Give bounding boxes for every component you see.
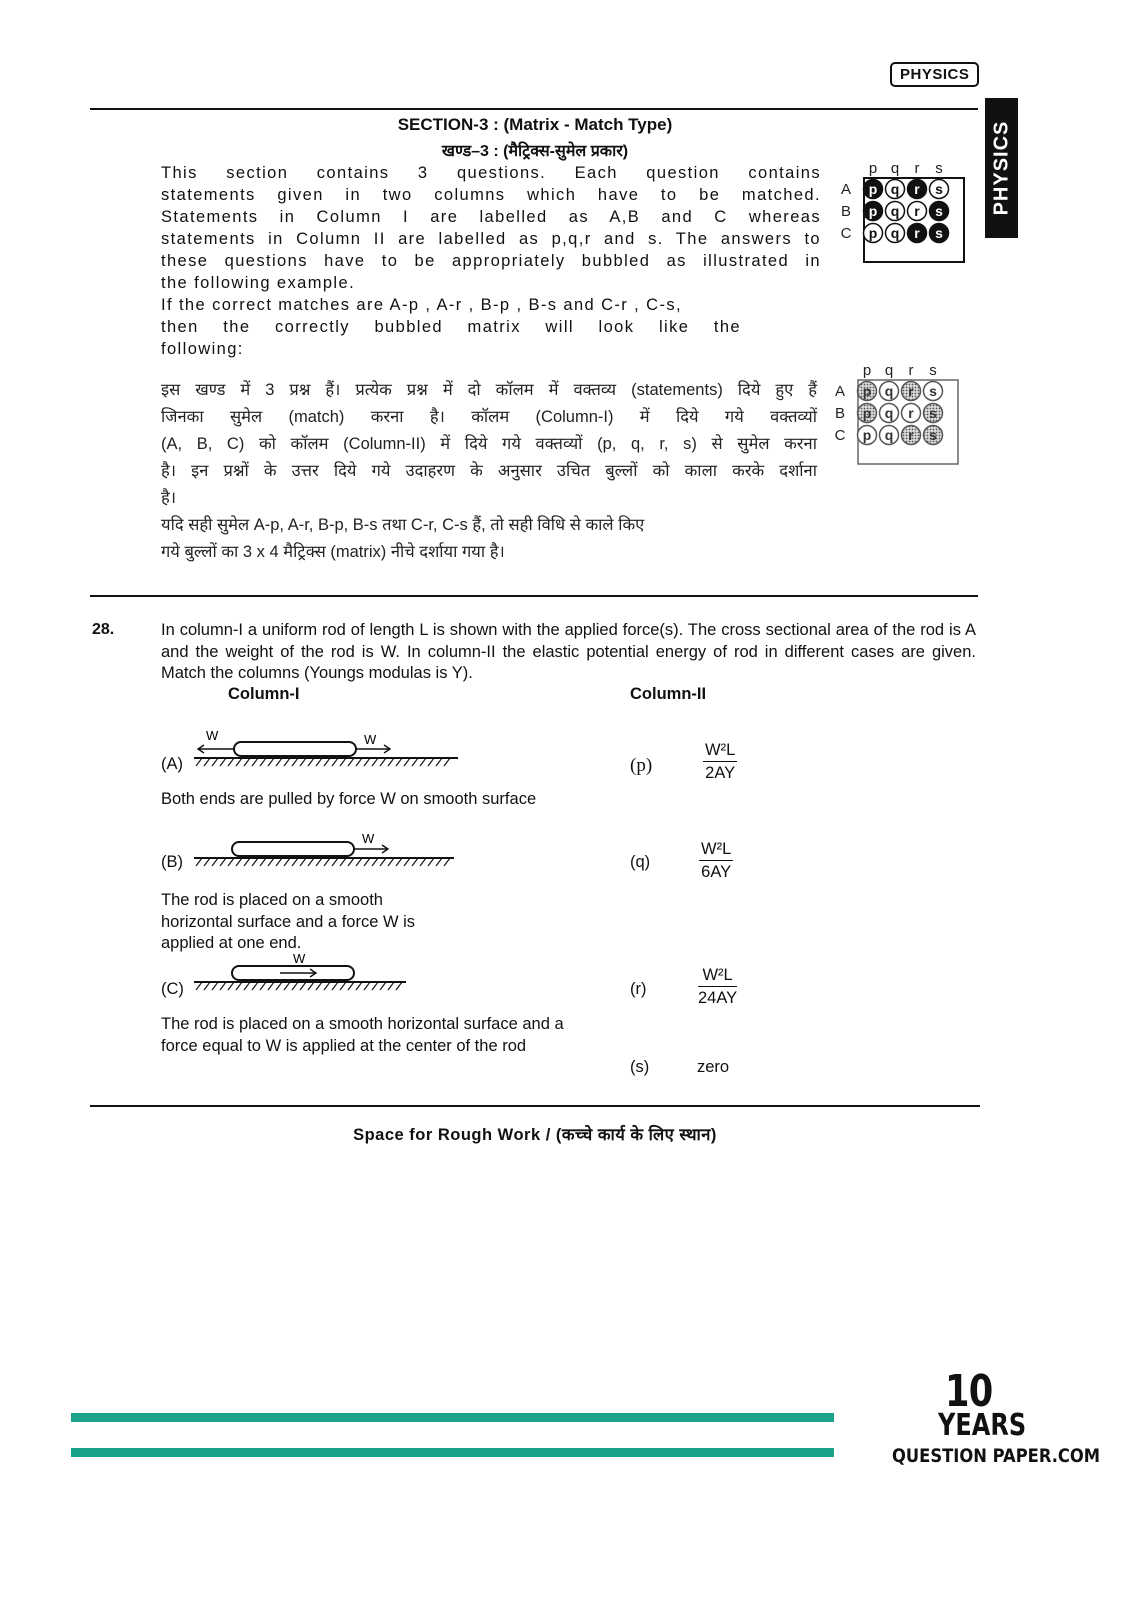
surface-hatch [396, 982, 402, 990]
question-text: In column-I a uniform rod of length L is shown with the applied force(s). The cross sectional area of the rod is A and the weight of the rod is W. In column-II the elastic potential energy of rod in different cases are given. Match the columns (Youngs modulas is Y). [161, 621, 976, 682]
surface-hatch [348, 758, 354, 766]
surface-hatch [236, 858, 242, 866]
surface-hatch [316, 758, 322, 766]
option-p-label: (p) [630, 755, 653, 776]
intro-line: the following example. [161, 274, 356, 292]
surface-hatch [420, 858, 426, 866]
matrix-bubble-label: p [868, 181, 878, 197]
option-r-numerator: W²L [698, 966, 737, 987]
surface-hatch [204, 758, 210, 766]
item-a-caption: Both ends are pulled by force W on smooth surface [161, 790, 537, 808]
surface-hatch [300, 758, 306, 766]
surface-hatch [220, 858, 226, 866]
surface-hatch [372, 758, 378, 766]
surface-hatch [284, 758, 290, 766]
matrix-bubble-label: q [890, 203, 900, 219]
matrix-bubble-label: s [929, 427, 937, 443]
surface-hatch [212, 858, 218, 866]
surface-hatch [252, 758, 258, 766]
matrix-row-header: A [834, 383, 846, 400]
column-2-header: Column-II [630, 685, 707, 703]
surface-hatch [380, 858, 386, 866]
surface-hatch [332, 758, 338, 766]
force-label-a-left: W [206, 728, 219, 743]
intro-line: statements in Column II are labelled as p,q,r and s. The answers to [161, 230, 821, 248]
matrix-col-header: r [908, 362, 914, 379]
surface-hatch [396, 758, 402, 766]
option-q-label: (q) [630, 853, 651, 871]
option-p-denominator: 2AY [705, 764, 736, 782]
answer-matrix-example-hindi [830, 362, 962, 468]
surface-hatch [196, 858, 202, 866]
side-tab [985, 98, 1018, 238]
logo-number: 10 [945, 1366, 993, 1417]
matrix-row-header: C [840, 225, 852, 242]
surface-hatch [412, 758, 418, 766]
surface-hatch [340, 858, 346, 866]
surface-hatch [268, 858, 274, 866]
surface-hatch [308, 758, 314, 766]
force-label-c: W [293, 951, 306, 966]
surface-hatch [324, 758, 330, 766]
matrix-bubble-label: q [890, 225, 900, 241]
surface-hatch [212, 758, 218, 766]
force-label-a-right: W [364, 732, 377, 747]
footer-bar-top [71, 1413, 834, 1422]
option-r-denominator: 24AY [698, 989, 738, 1007]
matrix-bubble-label: r [908, 383, 914, 399]
surface-hatch [372, 982, 378, 990]
rod-diagram-c [192, 950, 412, 992]
hindi-line: जिनका सुमेल (match) करना है। कॉलम (Column-I) में दिये गये वक्तव्यों [161, 408, 817, 426]
matrix-bubble-label: r [914, 203, 920, 219]
matrix-bubble-label: r [908, 405, 914, 421]
surface-hatch [204, 982, 210, 990]
matrix-bubble-label: r [914, 181, 920, 197]
matrix-row-header: A [840, 181, 852, 198]
top-rule [90, 108, 978, 110]
matrix-bubble-label: p [868, 203, 878, 219]
column-1-header: Column-I [228, 685, 300, 703]
surface-hatch [308, 858, 314, 866]
section-title-hindi: खण्ड–3 : (मैट्रिक्स-सुमेल प्रकार) [441, 143, 629, 160]
surface-hatch [300, 982, 306, 990]
matrix-bubble-label: s [935, 203, 943, 219]
matrix-bubble-label: q [884, 405, 894, 421]
surface-hatch [372, 858, 378, 866]
surface-hatch [244, 858, 250, 866]
surface-hatch [228, 858, 234, 866]
surface-hatch [292, 758, 298, 766]
surface-hatch [332, 982, 338, 990]
surface-hatch [420, 758, 426, 766]
surface-hatch [348, 858, 354, 866]
surface-hatch [196, 982, 202, 990]
surface-hatch [316, 858, 322, 866]
side-tab-label: PHYSICS [990, 120, 1012, 216]
hindi-line: (A, B, C) को कॉलम (Column-II) में दिये गये वक्तव्यों (p, q, r, s) से सुमेल करना [161, 435, 817, 453]
surface-hatch [292, 858, 298, 866]
surface-hatch [212, 982, 218, 990]
matrix-bubble-label: p [868, 225, 878, 241]
option-s-label: (s) [630, 1058, 650, 1076]
option-p-numerator: W²L [703, 741, 737, 762]
surface-hatch [244, 758, 250, 766]
surface-hatch [332, 858, 338, 866]
logo-years: YEARS [938, 1408, 1027, 1443]
surface-hatch [380, 982, 386, 990]
item-c-caption: The rod is placed on a smooth horizontal surface and a force equal to W is applied at the center of the rod [161, 1015, 564, 1055]
surface-hatch [268, 758, 274, 766]
surface-hatch [364, 758, 370, 766]
matrix-bubble-label: p [862, 427, 872, 443]
matrix-row-header: B [840, 203, 852, 220]
force-label-b: W [362, 831, 375, 846]
hindi-line: यदि सही सुमेल A-p, A-r, B-p, B-s तथा C-r, C-s हैं, तो सही विधि से काले किए [161, 516, 645, 534]
matrix-bubble-label: s [929, 405, 937, 421]
hindi-line: गये बुल्लों का 3 x 4 मैट्रिक्स (matrix) नीचे दर्शाया गया है। [161, 543, 505, 561]
surface-hatch [356, 858, 362, 866]
surface-hatch [228, 982, 234, 990]
intro-line: following: [161, 340, 244, 358]
intro-line: This section contains 3 questions. Each question contains [161, 164, 821, 182]
surface-hatch [220, 982, 226, 990]
option-q-denominator: 6AY [701, 863, 732, 881]
surface-hatch [388, 758, 394, 766]
surface-hatch [380, 758, 386, 766]
surface-hatch [364, 982, 370, 990]
surface-hatch [428, 858, 434, 866]
matrix-col-header: p [868, 160, 878, 177]
intro-line: statements given in two columns which have to be matched. [161, 186, 821, 204]
surface-hatch [324, 858, 330, 866]
intro-line: If the correct matches are A-p , A-r , B-p , B-s and C-r , C-s, [161, 296, 682, 314]
matrix-col-header: s [929, 362, 937, 379]
matrix-bubble-label: q [884, 383, 894, 399]
hindi-line: है। इन प्रश्नों के उत्तर दिये गये उदाहरण के अनुसार उचित बुल्लों को काला करके दर्शाना [161, 462, 817, 480]
surface-hatch [404, 858, 410, 866]
surface-hatch [348, 982, 354, 990]
surface-hatch [300, 858, 306, 866]
matrix-bubble-label: s [935, 181, 943, 197]
section-title: SECTION-3 : (Matrix - Match Type) [397, 115, 673, 134]
surface-hatch [196, 758, 202, 766]
matrix-col-header: p [862, 362, 872, 379]
surface-hatch [356, 758, 362, 766]
hindi-line: इस खण्ड में 3 प्रश्न हैं। प्रत्येक प्रश्न में दो कॉलम में वक्तव्य (statements) दिये हुए हैं [161, 381, 817, 399]
rod-diagram-b [192, 828, 462, 868]
option-r-label: (r) [630, 980, 647, 998]
rough-work-label: Space for Rough Work / (कच्चे कार्य के लिए स्थान) [353, 1126, 717, 1144]
surface-hatch [444, 858, 450, 866]
surface-hatch [340, 982, 346, 990]
matrix-bubble-label: s [935, 225, 943, 241]
surface-hatch [252, 982, 258, 990]
surface-hatch [404, 758, 410, 766]
surface-hatch [340, 758, 346, 766]
section-intro [161, 162, 821, 360]
surface-hatch [444, 758, 450, 766]
surface-hatch [388, 858, 394, 866]
intro-line: Statements in Column I are labelled as A,B and C whereas [161, 208, 821, 226]
intro-line: these questions have to be appropriately bubbled as illustrated in [161, 252, 821, 270]
option-p-value [703, 741, 737, 783]
matrix-bubble-label: q [884, 427, 894, 443]
option-s-value: zero [697, 1058, 730, 1076]
surface-hatch [236, 758, 242, 766]
surface-hatch [292, 982, 298, 990]
matrix-row-header: B [834, 405, 846, 422]
matrix-col-header: q [890, 160, 900, 177]
matrix-bubble-label: p [862, 383, 872, 399]
surface-hatch [220, 758, 226, 766]
surface-hatch [356, 982, 362, 990]
matrix-row-header: C [834, 427, 846, 444]
matrix-bubble-label: r [908, 427, 914, 443]
surface-hatch [244, 982, 250, 990]
logo-site: QUESTION PAPER.COM [892, 1445, 1101, 1467]
surface-hatch [260, 758, 266, 766]
item-b-caption: The rod is placed on a smooth horizontal surface and a force W is applied at one end. [161, 891, 416, 952]
surface-hatch [260, 858, 266, 866]
surface-hatch [324, 982, 330, 990]
surface-hatch [260, 982, 266, 990]
surface-hatch [428, 758, 434, 766]
surface-hatch [228, 758, 234, 766]
matrix-bubble-label: p [862, 405, 872, 421]
surface-hatch [252, 858, 258, 866]
section-intro-hindi [161, 377, 817, 566]
answer-matrix-example [836, 160, 968, 268]
surface-hatch [412, 858, 418, 866]
intro-line: then the correctly bubbled matrix will look like the [161, 318, 741, 336]
item-c-label: (C) [161, 980, 184, 998]
surface-hatch [388, 982, 394, 990]
matrix-bubble-label: q [890, 181, 900, 197]
option-q-numerator: W²L [699, 840, 733, 861]
matrix-col-header: q [884, 362, 894, 379]
matrix-bubble-label: s [929, 383, 937, 399]
surface-hatch [396, 858, 402, 866]
question-number: 28. [92, 621, 115, 638]
surface-hatch [364, 858, 370, 866]
surface-hatch [204, 858, 210, 866]
matrix-bubble-label: r [914, 225, 920, 241]
surface-hatch [276, 858, 282, 866]
surface-hatch [284, 982, 290, 990]
surface-hatch [284, 858, 290, 866]
item-a-label: (A) [161, 755, 183, 773]
surface-hatch [268, 982, 274, 990]
rod-diagram-a [192, 728, 462, 768]
matrix-col-header: r [914, 160, 920, 177]
surface-hatch [236, 982, 242, 990]
subject-tag: PHYSICS [890, 62, 979, 87]
section-rule [90, 595, 978, 597]
surface-hatch [308, 982, 314, 990]
footer-bar-bottom [71, 1448, 834, 1457]
item-b-label: (B) [161, 853, 183, 871]
surface-hatch [276, 982, 282, 990]
surface-hatch [436, 758, 442, 766]
surface-hatch [276, 758, 282, 766]
matrix-col-header: s [935, 160, 943, 177]
option-r-value [698, 966, 737, 1008]
surface-hatch [436, 858, 442, 866]
option-q-value [699, 840, 733, 882]
hindi-line: है। [161, 489, 177, 507]
surface-hatch [316, 982, 322, 990]
bottom-rule [90, 1105, 980, 1107]
